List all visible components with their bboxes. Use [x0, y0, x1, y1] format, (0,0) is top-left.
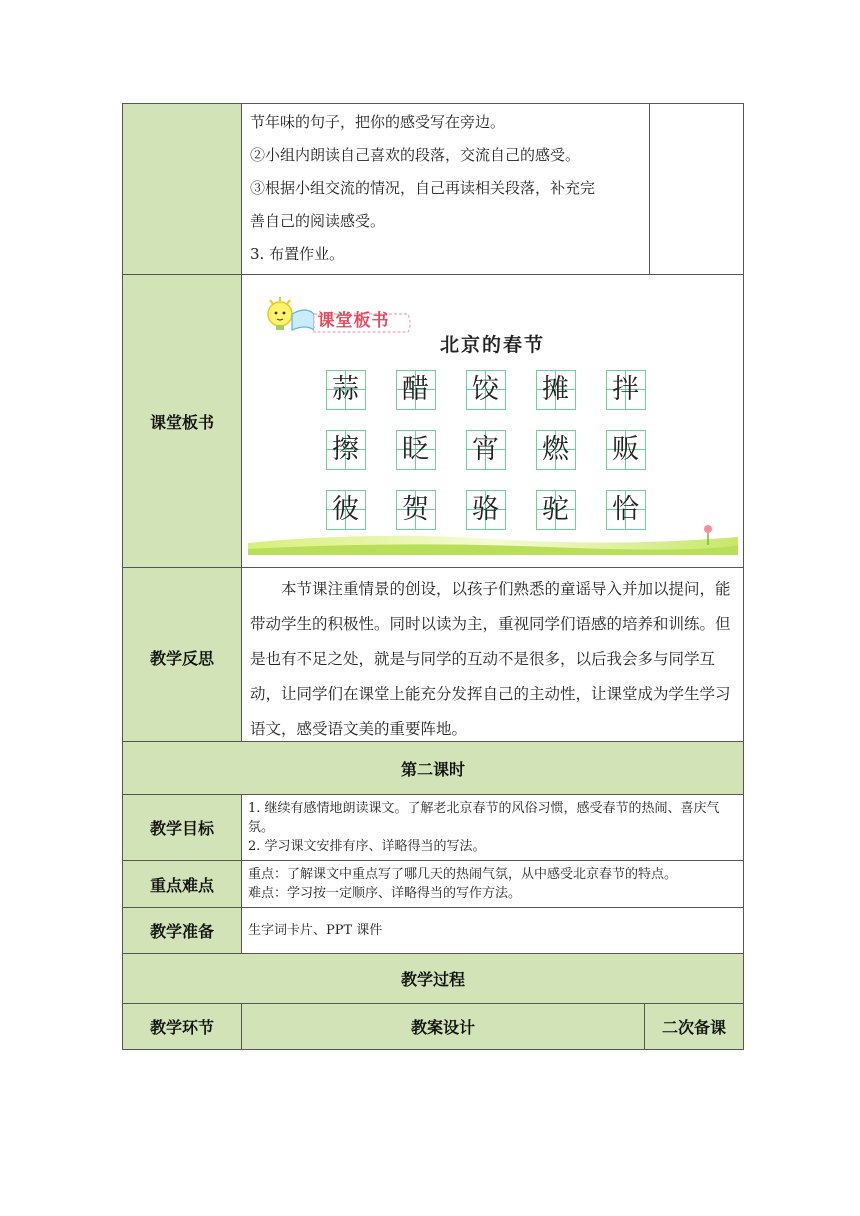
character: 眨	[402, 434, 429, 465]
character: 彼	[332, 494, 359, 525]
character-cell	[466, 370, 506, 410]
character: 摊	[542, 374, 569, 405]
second-prep-cell	[650, 104, 744, 275]
character: 燃	[542, 434, 569, 465]
board-cell	[242, 275, 744, 568]
character-cell	[536, 370, 576, 410]
key-point-item: 重点：了解课文中重点写了哪几天的热闹气氛，从中感受北京春节的特点。	[248, 867, 678, 882]
reflection-label: 教学反思	[123, 568, 242, 748]
prep-text: 生字词卡片、PPT 课件	[248, 923, 383, 938]
blackboard-image	[248, 280, 738, 563]
process-title: 教学过程	[123, 954, 744, 1004]
goal-item: 1. 继续有感情地朗读课文。了解老北京春节的风俗习惯，感受春节的热闹、喜庆气氛。	[248, 801, 720, 835]
character: 擦	[332, 434, 359, 465]
lesson-table-second	[122, 741, 744, 1050]
prep-label: 教学准备	[123, 908, 242, 954]
character-cell	[396, 490, 436, 530]
character-row	[326, 490, 666, 530]
character-cell	[396, 370, 436, 410]
lesson-line: ③根据小组交流的情况，自己再读相关段落，补充完	[250, 179, 596, 197]
lesson-paragraphs	[242, 104, 649, 271]
character-row	[326, 370, 666, 410]
reflection-text: 本节课注重情景的创设，以孩子们熟悉的童谣导入并加以提问，能带动学生的积极性。同时以读为主，重视同学们语感的培养和训练。但是也有不足之处，就是与同学的互动不是很多，以后我会多与同学互动，让同学们在课堂上能充分发挥自己的主动性，让课堂成为学生学习语文，感受语文美的重要阵地。	[250, 580, 731, 738]
character: 拌	[612, 374, 639, 405]
character: 骆	[472, 494, 499, 525]
character: 醋	[402, 374, 429, 405]
character-cell	[326, 490, 366, 530]
reflection-cell	[242, 568, 744, 748]
lesson-line: 节年味的句子，把你的感受写在旁边。	[250, 113, 506, 131]
character-row	[326, 430, 666, 470]
character-cell	[466, 430, 506, 470]
lesson-line: 善自己的阅读感受。	[250, 212, 386, 230]
character: 驼	[542, 494, 569, 525]
section-title: 第二课时	[123, 742, 744, 795]
character-cell	[466, 490, 506, 530]
character: 饺	[472, 374, 499, 405]
lesson-line: ②小组内朗读自己喜欢的段落，交流自己的感受。	[250, 146, 581, 164]
key-points-list	[242, 863, 743, 905]
key-point-item: 难点：学习按一定顺序、详略得当的写作方法。	[248, 886, 522, 901]
character: 蒜	[332, 374, 359, 405]
prep-cell	[242, 908, 744, 954]
col-header-stage: 教学环节	[123, 1004, 242, 1050]
character: 恰	[612, 494, 639, 525]
character-cell	[536, 490, 576, 530]
lesson-design-cell	[242, 104, 650, 275]
goals-cell	[242, 795, 744, 861]
board-title: 北京的春节	[439, 333, 545, 356]
character-cell	[536, 430, 576, 470]
key-points-cell	[242, 861, 744, 908]
empty-label-cell	[123, 104, 242, 275]
grass-decoration	[248, 525, 738, 555]
goal-item: 2. 学习课文安排有序、详略得当的写法。	[248, 839, 486, 854]
character-cell	[606, 370, 646, 410]
board-label: 课堂板书	[123, 275, 242, 568]
character-cell	[326, 370, 366, 410]
character: 贩	[612, 434, 639, 465]
character-cell	[606, 430, 646, 470]
col-header-design: 教案设计	[242, 1004, 645, 1050]
character: 贺	[402, 494, 429, 525]
goals-list	[242, 797, 743, 858]
goals-label: 教学目标	[123, 795, 242, 861]
col-header-second-prep: 二次备课	[645, 1004, 744, 1050]
character-cell	[606, 490, 646, 530]
character-cell	[396, 430, 436, 470]
board-tag-text: 课堂板书	[317, 310, 390, 331]
character-cell	[326, 430, 366, 470]
character-grid	[326, 370, 666, 550]
lesson-line: 3. 布置作业。	[250, 245, 345, 263]
character: 宵	[472, 434, 499, 465]
lesson-table-first	[122, 103, 744, 748]
key-points-label: 重点难点	[123, 861, 242, 908]
